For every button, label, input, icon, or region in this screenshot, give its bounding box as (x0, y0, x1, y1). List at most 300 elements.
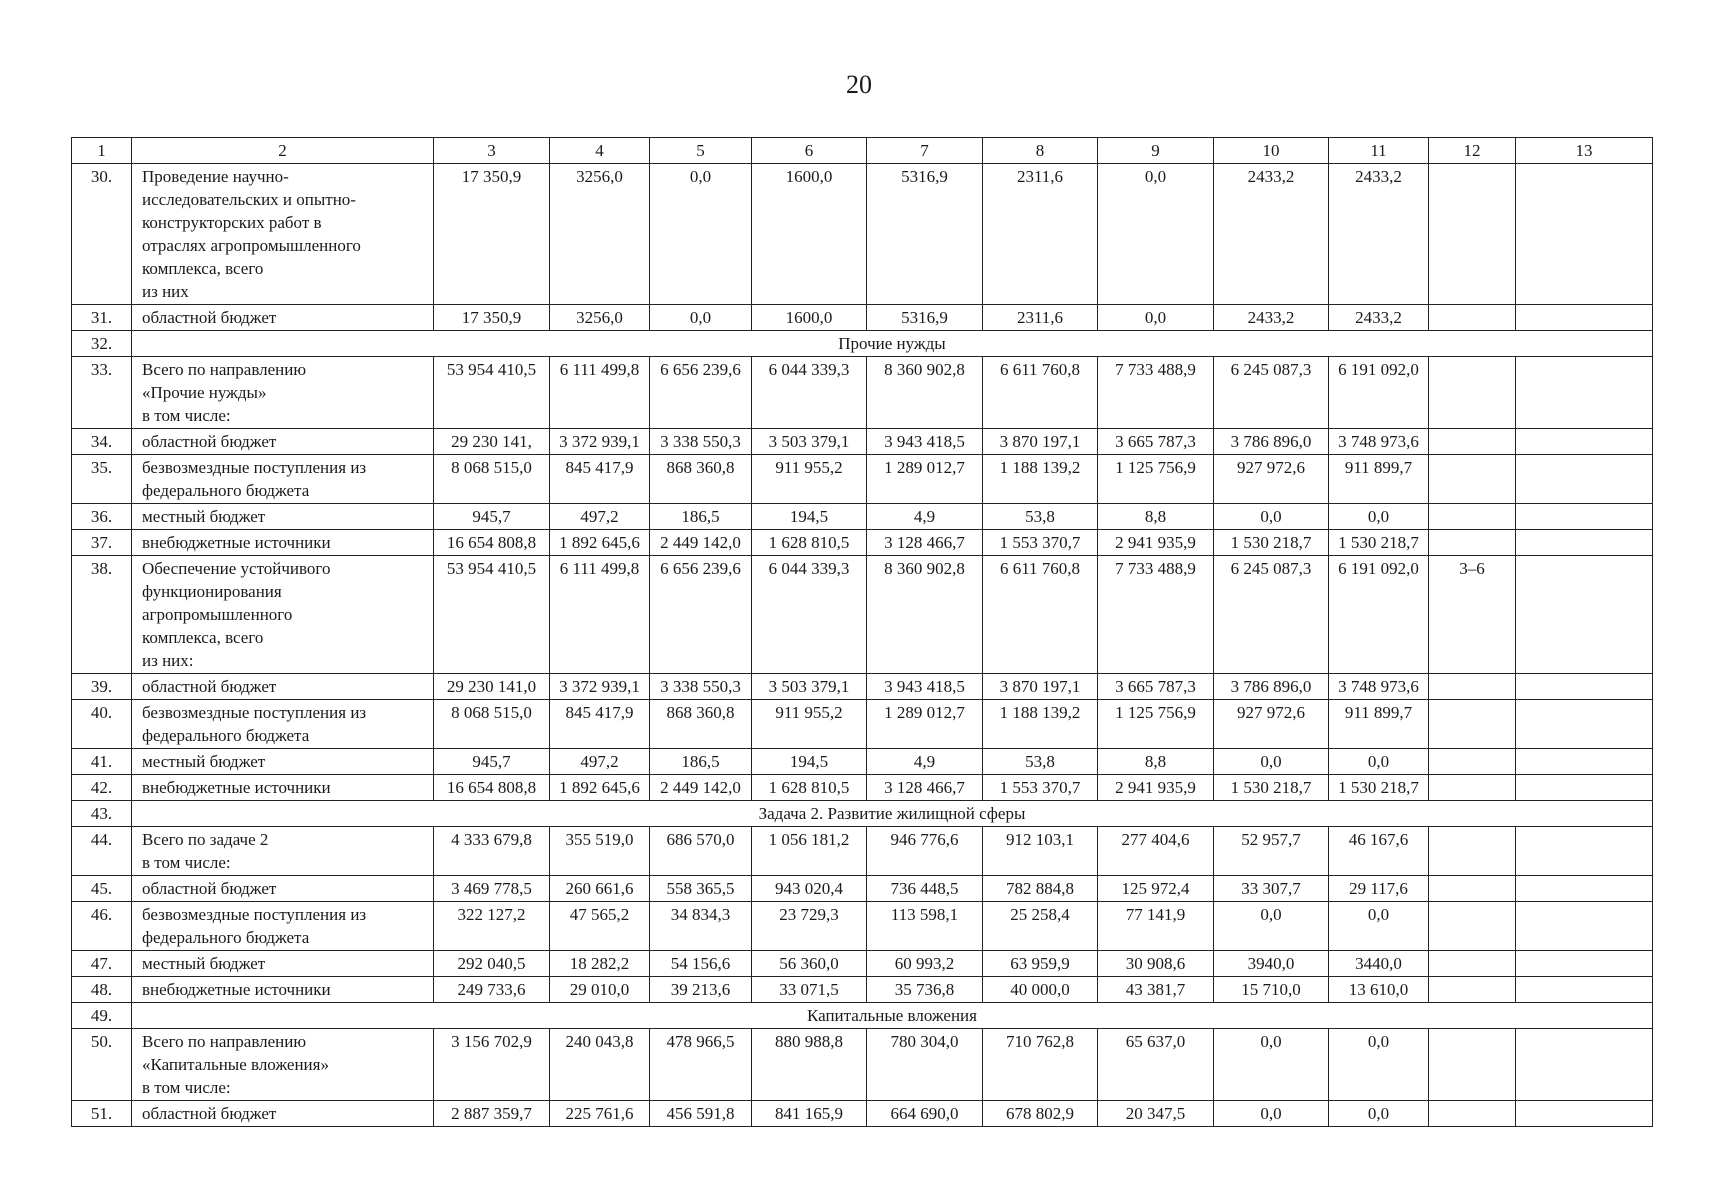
value-cell-col-7: 946 776,6 (867, 827, 983, 876)
row-number: 41. (72, 749, 132, 775)
row-label-line: областной бюджет (142, 308, 277, 327)
value-cell-col-12 (1429, 951, 1516, 977)
value-cell-col-13 (1516, 1029, 1653, 1101)
value-cell-col-12 (1429, 357, 1516, 429)
value-cell-col-9: 8,8 (1098, 504, 1214, 530)
row-label-line: федерального бюджета (142, 481, 310, 500)
value-cell-col-6: 33 071,5 (752, 977, 867, 1003)
value-cell-col-7: 3 943 418,5 (867, 674, 983, 700)
row-label-line: из них: (142, 651, 194, 670)
value-cell-col-8: 6 611 760,8 (983, 556, 1098, 674)
row-label-line: конструкторских работ в (142, 213, 322, 232)
value-cell-col-3: 2 887 359,7 (434, 1101, 550, 1127)
value-cell-col-9: 1 125 756,9 (1098, 455, 1214, 504)
value-cell-col-4: 497,2 (550, 504, 650, 530)
value-cell-col-10: 927 972,6 (1214, 700, 1329, 749)
row-label (132, 700, 434, 749)
value-cell-col-7: 113 598,1 (867, 902, 983, 951)
value-cell-col-5: 868 360,8 (650, 700, 752, 749)
value-cell-col-6: 1 056 181,2 (752, 827, 867, 876)
value-cell-col-5: 3 338 550,3 (650, 674, 752, 700)
table-row (72, 164, 1653, 305)
value-cell-col-8: 912 103,1 (983, 827, 1098, 876)
table-row (72, 951, 1653, 977)
value-cell-col-8: 3 870 197,1 (983, 429, 1098, 455)
value-cell-col-4: 497,2 (550, 749, 650, 775)
value-cell-col-13 (1516, 305, 1653, 331)
value-cell-col-6: 194,5 (752, 749, 867, 775)
value-cell-col-4: 3256,0 (550, 305, 650, 331)
value-cell-col-12 (1429, 977, 1516, 1003)
row-number: 42. (72, 775, 132, 801)
table-row (72, 357, 1653, 429)
value-cell-col-5: 6 656 239,6 (650, 357, 752, 429)
value-cell-col-11: 0,0 (1329, 1101, 1429, 1127)
value-cell-col-9: 8,8 (1098, 749, 1214, 775)
value-cell-col-11: 3440,0 (1329, 951, 1429, 977)
header-cell-13: 13 (1516, 138, 1653, 164)
value-cell-col-3: 292 040,5 (434, 951, 550, 977)
value-cell-col-11: 6 191 092,0 (1329, 357, 1429, 429)
row-number: 45. (72, 876, 132, 902)
row-number: 30. (72, 164, 132, 305)
row-number: 48. (72, 977, 132, 1003)
row-label-line: в том числе: (142, 853, 231, 872)
value-cell-col-9: 20 347,5 (1098, 1101, 1214, 1127)
value-cell-col-10: 2433,2 (1214, 305, 1329, 331)
value-cell-col-6: 56 360,0 (752, 951, 867, 977)
value-cell-col-6: 3 503 379,1 (752, 429, 867, 455)
row-number: 37. (72, 530, 132, 556)
value-cell-col-7: 4,9 (867, 749, 983, 775)
row-number: 47. (72, 951, 132, 977)
value-cell-col-7: 8 360 902,8 (867, 556, 983, 674)
row-label-line: федерального бюджета (142, 726, 310, 745)
value-cell-col-10: 6 245 087,3 (1214, 357, 1329, 429)
value-cell-col-7: 736 448,5 (867, 876, 983, 902)
row-number: 44. (72, 827, 132, 876)
header-row (72, 138, 1653, 164)
row-number: 50. (72, 1029, 132, 1101)
value-cell-col-11: 29 117,6 (1329, 876, 1429, 902)
value-cell-col-8: 3 870 197,1 (983, 674, 1098, 700)
value-cell-col-11: 2433,2 (1329, 305, 1429, 331)
value-cell-col-4: 1 892 645,6 (550, 530, 650, 556)
row-label (132, 455, 434, 504)
table-row (72, 1029, 1653, 1101)
value-cell-col-3: 17 350,9 (434, 164, 550, 305)
row-number: 40. (72, 700, 132, 749)
header-cell-1: 1 (72, 138, 132, 164)
value-cell-col-11: 13 610,0 (1329, 977, 1429, 1003)
value-cell-col-4: 260 661,6 (550, 876, 650, 902)
value-cell-col-7: 5316,9 (867, 164, 983, 305)
value-cell-col-13 (1516, 504, 1653, 530)
row-label (132, 951, 434, 977)
value-cell-col-4: 3256,0 (550, 164, 650, 305)
row-label (132, 305, 434, 331)
value-cell-col-4: 6 111 499,8 (550, 556, 650, 674)
row-label-line: Всего по направлению (142, 360, 307, 379)
row-label-line: агропромышленного (142, 605, 293, 624)
value-cell-col-7: 35 736,8 (867, 977, 983, 1003)
value-cell-col-3: 53 954 410,5 (434, 556, 550, 674)
row-number: 33. (72, 357, 132, 429)
value-cell-col-6: 1600,0 (752, 164, 867, 305)
row-label-line: исследовательских и опытно- (142, 190, 356, 209)
row-label-line: внебюджетные источники (142, 778, 331, 797)
value-cell-col-4: 845 417,9 (550, 700, 650, 749)
row-label-line: Проведение научно- (142, 167, 289, 186)
value-cell-col-11: 1 530 218,7 (1329, 530, 1429, 556)
value-cell-col-7: 1 289 012,7 (867, 455, 983, 504)
value-cell-col-11: 2433,2 (1329, 164, 1429, 305)
value-cell-col-6: 6 044 339,3 (752, 556, 867, 674)
table-row (72, 775, 1653, 801)
value-cell-col-6: 911 955,2 (752, 700, 867, 749)
value-cell-col-12 (1429, 530, 1516, 556)
value-cell-col-6: 943 020,4 (752, 876, 867, 902)
row-label-line: областной бюджет (142, 1104, 277, 1123)
value-cell-col-8: 53,8 (983, 749, 1098, 775)
value-cell-col-11: 0,0 (1329, 1029, 1429, 1101)
row-label (132, 902, 434, 951)
value-cell-col-9: 0,0 (1098, 164, 1214, 305)
header-cell-3: 3 (434, 138, 550, 164)
value-cell-col-4: 1 892 645,6 (550, 775, 650, 801)
value-cell-col-4: 240 043,8 (550, 1029, 650, 1101)
row-label (132, 357, 434, 429)
value-cell-col-6: 880 988,8 (752, 1029, 867, 1101)
value-cell-col-10: 33 307,7 (1214, 876, 1329, 902)
value-cell-col-10: 0,0 (1214, 504, 1329, 530)
table-body (72, 138, 1653, 1127)
value-cell-col-7: 780 304,0 (867, 1029, 983, 1101)
value-cell-col-7: 3 943 418,5 (867, 429, 983, 455)
row-label (132, 164, 434, 305)
value-cell-col-5: 0,0 (650, 164, 752, 305)
value-cell-col-10: 1 530 218,7 (1214, 775, 1329, 801)
value-cell-col-5: 686 570,0 (650, 827, 752, 876)
value-cell-col-4: 29 010,0 (550, 977, 650, 1003)
value-cell-col-13 (1516, 749, 1653, 775)
value-cell-col-5: 868 360,8 (650, 455, 752, 504)
value-cell-col-13 (1516, 164, 1653, 305)
value-cell-col-11: 3 748 973,6 (1329, 674, 1429, 700)
value-cell-col-6: 841 165,9 (752, 1101, 867, 1127)
value-cell-col-12 (1429, 749, 1516, 775)
value-cell-col-3: 29 230 141, (434, 429, 550, 455)
row-label-line: местный бюджет (142, 954, 266, 973)
value-cell-col-8: 1 553 370,7 (983, 530, 1098, 556)
value-cell-col-13 (1516, 1101, 1653, 1127)
value-cell-col-12 (1429, 164, 1516, 305)
value-cell-col-7: 3 128 466,7 (867, 530, 983, 556)
value-cell-col-9: 1 125 756,9 (1098, 700, 1214, 749)
value-cell-col-12 (1429, 1029, 1516, 1101)
value-cell-col-8: 1 188 139,2 (983, 700, 1098, 749)
value-cell-col-13 (1516, 455, 1653, 504)
value-cell-col-3: 8 068 515,0 (434, 455, 550, 504)
value-cell-col-3: 249 733,6 (434, 977, 550, 1003)
row-number: 34. (72, 429, 132, 455)
value-cell-col-8: 25 258,4 (983, 902, 1098, 951)
value-cell-col-10: 927 972,6 (1214, 455, 1329, 504)
value-cell-col-5: 34 834,3 (650, 902, 752, 951)
row-label-line: комплекса, всего (142, 259, 264, 278)
value-cell-col-12 (1429, 700, 1516, 749)
row-number: 49. (72, 1003, 132, 1029)
value-cell-col-4: 3 372 939,1 (550, 674, 650, 700)
row-label (132, 749, 434, 775)
value-cell-col-6: 194,5 (752, 504, 867, 530)
row-number: 46. (72, 902, 132, 951)
value-cell-col-10: 0,0 (1214, 902, 1329, 951)
value-cell-col-13 (1516, 429, 1653, 455)
value-cell-col-5: 186,5 (650, 749, 752, 775)
value-cell-col-7: 60 993,2 (867, 951, 983, 977)
value-cell-col-8: 710 762,8 (983, 1029, 1098, 1101)
row-number: 39. (72, 674, 132, 700)
value-cell-col-3: 17 350,9 (434, 305, 550, 331)
value-cell-col-9: 77 141,9 (1098, 902, 1214, 951)
value-cell-col-12 (1429, 429, 1516, 455)
row-label-line: безвозмездные поступления из (142, 905, 367, 924)
value-cell-col-13 (1516, 876, 1653, 902)
value-cell-col-12: 3–6 (1429, 556, 1516, 674)
value-cell-col-13 (1516, 977, 1653, 1003)
value-cell-col-5: 2 449 142,0 (650, 530, 752, 556)
row-number: 51. (72, 1101, 132, 1127)
row-label-line: Обеспечение устойчивого (142, 559, 331, 578)
row-label (132, 504, 434, 530)
table-row (72, 876, 1653, 902)
table-row (72, 455, 1653, 504)
value-cell-col-8: 63 959,9 (983, 951, 1098, 977)
value-cell-col-9: 125 972,4 (1098, 876, 1214, 902)
table-row (72, 305, 1653, 331)
row-label (132, 775, 434, 801)
value-cell-col-9: 277 404,6 (1098, 827, 1214, 876)
value-cell-col-4: 355 519,0 (550, 827, 650, 876)
value-cell-col-5: 3 338 550,3 (650, 429, 752, 455)
value-cell-col-9: 7 733 488,9 (1098, 556, 1214, 674)
value-cell-col-5: 2 449 142,0 (650, 775, 752, 801)
value-cell-col-3: 29 230 141,0 (434, 674, 550, 700)
value-cell-col-4: 6 111 499,8 (550, 357, 650, 429)
row-label-line: из них (142, 282, 189, 301)
value-cell-col-12 (1429, 674, 1516, 700)
value-cell-col-11: 6 191 092,0 (1329, 556, 1429, 674)
section-row (72, 1003, 1653, 1029)
row-label (132, 977, 434, 1003)
value-cell-col-6: 1 628 810,5 (752, 530, 867, 556)
value-cell-col-12 (1429, 305, 1516, 331)
section-title: Капитальные вложения (132, 1003, 1653, 1029)
value-cell-col-11: 911 899,7 (1329, 700, 1429, 749)
value-cell-col-3: 16 654 808,8 (434, 530, 550, 556)
header-cell-12: 12 (1429, 138, 1516, 164)
value-cell-col-10: 3940,0 (1214, 951, 1329, 977)
row-label-line: областной бюджет (142, 677, 277, 696)
row-number: 32. (72, 331, 132, 357)
table-row (72, 700, 1653, 749)
table-row (72, 504, 1653, 530)
header-cell-6: 6 (752, 138, 867, 164)
value-cell-col-7: 664 690,0 (867, 1101, 983, 1127)
section-row (72, 331, 1653, 357)
value-cell-col-5: 0,0 (650, 305, 752, 331)
value-cell-col-8: 53,8 (983, 504, 1098, 530)
row-label (132, 429, 434, 455)
value-cell-col-8: 40 000,0 (983, 977, 1098, 1003)
header-cell-7: 7 (867, 138, 983, 164)
header-cell-10: 10 (1214, 138, 1329, 164)
value-cell-col-9: 0,0 (1098, 305, 1214, 331)
value-cell-col-7: 5316,9 (867, 305, 983, 331)
value-cell-col-11: 0,0 (1329, 902, 1429, 951)
value-cell-col-13 (1516, 357, 1653, 429)
row-label-line: внебюджетные источники (142, 980, 331, 999)
value-cell-col-10: 0,0 (1214, 1029, 1329, 1101)
value-cell-col-3: 4 333 679,8 (434, 827, 550, 876)
value-cell-col-11: 0,0 (1329, 504, 1429, 530)
row-label-line: «Капитальные вложения» (142, 1055, 329, 1074)
value-cell-col-3: 8 068 515,0 (434, 700, 550, 749)
value-cell-col-8: 2311,6 (983, 305, 1098, 331)
row-label (132, 674, 434, 700)
value-cell-col-10: 52 957,7 (1214, 827, 1329, 876)
table-row (72, 530, 1653, 556)
value-cell-col-3: 53 954 410,5 (434, 357, 550, 429)
value-cell-col-5: 54 156,6 (650, 951, 752, 977)
value-cell-col-6: 1 628 810,5 (752, 775, 867, 801)
header-cell-8: 8 (983, 138, 1098, 164)
value-cell-col-13 (1516, 556, 1653, 674)
value-cell-col-8: 2311,6 (983, 164, 1098, 305)
value-cell-col-8: 678 802,9 (983, 1101, 1098, 1127)
row-label-line: безвозмездные поступления из (142, 458, 367, 477)
value-cell-col-11: 0,0 (1329, 749, 1429, 775)
row-label-line: федерального бюджета (142, 928, 310, 947)
value-cell-col-6: 6 044 339,3 (752, 357, 867, 429)
value-cell-col-12 (1429, 827, 1516, 876)
value-cell-col-12 (1429, 775, 1516, 801)
row-number: 36. (72, 504, 132, 530)
value-cell-col-9: 30 908,6 (1098, 951, 1214, 977)
value-cell-col-13 (1516, 674, 1653, 700)
header-cell-5: 5 (650, 138, 752, 164)
value-cell-col-12 (1429, 1101, 1516, 1127)
value-cell-col-3: 322 127,2 (434, 902, 550, 951)
value-cell-col-8: 782 884,8 (983, 876, 1098, 902)
value-cell-col-9: 2 941 935,9 (1098, 530, 1214, 556)
value-cell-col-4: 845 417,9 (550, 455, 650, 504)
value-cell-col-13 (1516, 530, 1653, 556)
value-cell-col-9: 65 637,0 (1098, 1029, 1214, 1101)
value-cell-col-6: 3 503 379,1 (752, 674, 867, 700)
value-cell-col-5: 456 591,8 (650, 1101, 752, 1127)
header-cell-2: 2 (132, 138, 434, 164)
value-cell-col-10: 0,0 (1214, 1101, 1329, 1127)
value-cell-col-10: 3 786 896,0 (1214, 429, 1329, 455)
value-cell-col-3: 3 156 702,9 (434, 1029, 550, 1101)
row-label (132, 556, 434, 674)
row-number: 43. (72, 801, 132, 827)
value-cell-col-7: 4,9 (867, 504, 983, 530)
value-cell-col-12 (1429, 455, 1516, 504)
value-cell-col-7: 8 360 902,8 (867, 357, 983, 429)
value-cell-col-12 (1429, 504, 1516, 530)
header-cell-4: 4 (550, 138, 650, 164)
value-cell-col-8: 1 188 139,2 (983, 455, 1098, 504)
value-cell-col-6: 1600,0 (752, 305, 867, 331)
row-label (132, 827, 434, 876)
value-cell-col-8: 6 611 760,8 (983, 357, 1098, 429)
section-title: Прочие нужды (132, 331, 1653, 357)
table-row (72, 902, 1653, 951)
row-label-line: безвозмездные поступления из (142, 703, 367, 722)
table-row (72, 429, 1653, 455)
value-cell-col-9: 2 941 935,9 (1098, 775, 1214, 801)
value-cell-col-11: 911 899,7 (1329, 455, 1429, 504)
value-cell-col-10: 15 710,0 (1214, 977, 1329, 1003)
page-number: 20 (846, 70, 872, 99)
row-label-line: местный бюджет (142, 507, 266, 526)
value-cell-col-8: 1 553 370,7 (983, 775, 1098, 801)
value-cell-col-10: 0,0 (1214, 749, 1329, 775)
table-row (72, 749, 1653, 775)
value-cell-col-7: 1 289 012,7 (867, 700, 983, 749)
value-cell-col-5: 558 365,5 (650, 876, 752, 902)
row-label-line: отраслях агропромышленного (142, 236, 361, 255)
row-label-line: в том числе: (142, 1078, 231, 1097)
row-label-line: местный бюджет (142, 752, 266, 771)
row-number: 35. (72, 455, 132, 504)
row-label (132, 1101, 434, 1127)
row-number: 38. (72, 556, 132, 674)
value-cell-col-11: 1 530 218,7 (1329, 775, 1429, 801)
row-label (132, 1029, 434, 1101)
table-row (72, 827, 1653, 876)
value-cell-col-5: 478 966,5 (650, 1029, 752, 1101)
value-cell-col-3: 16 654 808,8 (434, 775, 550, 801)
value-cell-col-7: 3 128 466,7 (867, 775, 983, 801)
value-cell-col-6: 911 955,2 (752, 455, 867, 504)
table-row (72, 674, 1653, 700)
table-row (72, 1101, 1653, 1127)
value-cell-col-11: 3 748 973,6 (1329, 429, 1429, 455)
value-cell-col-5: 39 213,6 (650, 977, 752, 1003)
value-cell-col-9: 43 381,7 (1098, 977, 1214, 1003)
value-cell-col-9: 7 733 488,9 (1098, 357, 1214, 429)
row-label-line: «Прочие нужды» (142, 383, 267, 402)
value-cell-col-3: 3 469 778,5 (434, 876, 550, 902)
value-cell-col-9: 3 665 787,3 (1098, 429, 1214, 455)
value-cell-col-4: 225 761,6 (550, 1101, 650, 1127)
value-cell-col-11: 46 167,6 (1329, 827, 1429, 876)
row-label-line: Всего по задаче 2 (142, 830, 269, 849)
row-label-line: внебюджетные источники (142, 533, 331, 552)
table-row (72, 556, 1653, 674)
value-cell-col-10: 2433,2 (1214, 164, 1329, 305)
value-cell-col-5: 186,5 (650, 504, 752, 530)
header-cell-9: 9 (1098, 138, 1214, 164)
row-label (132, 876, 434, 902)
value-cell-col-13 (1516, 902, 1653, 951)
value-cell-col-12 (1429, 902, 1516, 951)
value-cell-col-4: 47 565,2 (550, 902, 650, 951)
